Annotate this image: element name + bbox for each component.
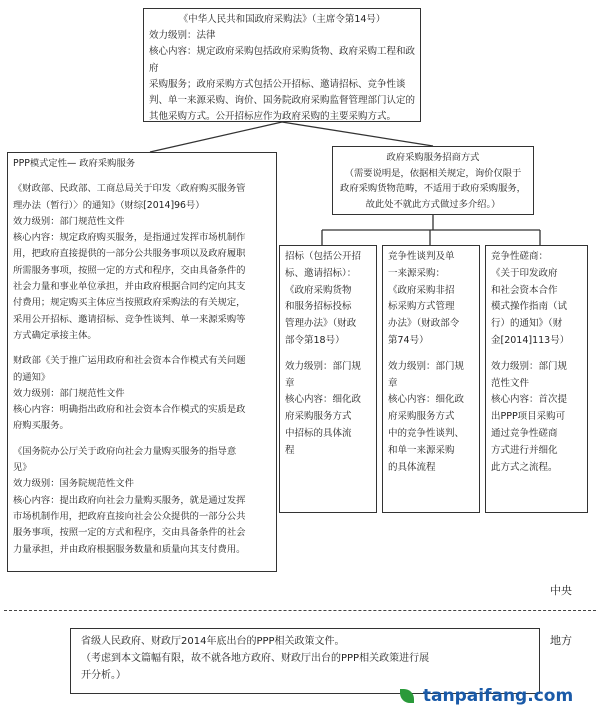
law-box-top	[143, 8, 421, 122]
sub-box-line: 出PPP项目采购可	[491, 411, 566, 423]
bottom-box-line: 开分析。）	[81, 670, 126, 681]
service-procurement-methods-box	[332, 146, 534, 215]
left-box-line: 财政部《关于推广运用政府和社会资本合作模式有关问题	[13, 355, 246, 367]
left-box-line: 社会力量和事业单位承担，并由政府根据合同约定向其支	[13, 281, 246, 293]
sub-box-line: 行）的通知》（财	[491, 318, 563, 330]
left-box-line: 《财政部、民政部、工商总局关于印发〈政府购买服务管	[13, 183, 246, 195]
sub-box-line: 《关于印发政府	[491, 267, 558, 279]
sub-box-line: 竞争性磋商：	[491, 251, 549, 262]
sub-box-line: 招标（包括公开招	[285, 251, 362, 262]
top-box-line: 判、单一来源采购、询价、国务院政府采购监督管理部门认定的	[149, 95, 416, 107]
sub-box-line: 竞争性谈判及单	[388, 251, 455, 262]
sub-box-line: 中的竞争性谈判、	[388, 427, 465, 439]
watermark-leaf-icon	[400, 689, 414, 703]
tender-method-box	[279, 245, 377, 513]
sub-box-line: 此方式之流程。	[491, 461, 558, 473]
mid-box-line: 政府采购服务招商方式	[386, 152, 480, 163]
sub-box-line: 标采购方式管理	[388, 301, 455, 313]
sub-box-line: 效力级别：部门规	[388, 360, 465, 372]
sub-box-line: 通过竞争性磋商	[491, 427, 558, 439]
sub-box-line: 和社会资本合作	[491, 284, 558, 296]
local-label: 地方	[550, 634, 572, 647]
sub-box-line: 和单一来源采购	[388, 444, 455, 456]
sub-box-line: 《政府采购货物	[285, 284, 352, 296]
bottom-box-line: （考虑到本文篇幅有限，故不就各地方政府、财政厅出台的PPP相关政策进行展	[81, 653, 430, 664]
left-box-line: 效力级别：部门规范性文件	[13, 387, 125, 399]
ppp-service-box	[7, 152, 277, 572]
left-box-line: 核心内容：提出政府向社会力量购买服务，就是通过发挥	[13, 494, 246, 506]
sub-box-line: 中招标的具体流	[285, 427, 352, 439]
left-box-line: 方式确定承接主体。	[13, 329, 97, 341]
left-box-line: 效力级别：部门规范性文件	[13, 215, 125, 227]
top-box-line: 《中华人民共和国政府采购法》（主席令第14号）	[178, 14, 386, 25]
sub-box-line: 金[2014]113号）	[491, 334, 570, 346]
site-watermark	[400, 686, 573, 706]
top-box-line: 效力级别：法律	[149, 30, 216, 42]
left-box-line: 府购买服务。	[13, 420, 69, 432]
mid-box-line: 故此处不就此方式做过多介绍。）	[365, 198, 501, 210]
sub-box-line: 方式进行并细化	[491, 444, 558, 456]
left-box-line: 核心内容：明确指出政府和社会资本合作模式的实质是政	[13, 404, 246, 416]
sub-box-line: 核心内容：首次提	[491, 394, 568, 406]
left-box-line: 《国务院办公厅关于政府向社会力量购买服务的指导意	[13, 445, 237, 457]
level-divider	[4, 610, 596, 611]
left-box-line: 付费用；规定购买主体应当按照政府采购法的有关规定，	[13, 297, 246, 309]
sub-box-line: 模式操作指南（试	[491, 301, 568, 313]
sub-box-line: 标、邀请招标）：	[285, 267, 357, 279]
central-label: 中央	[550, 584, 572, 597]
sub-box-line: 核心内容：细化政	[388, 394, 465, 406]
sub-box-line: 核心内容：细化政	[285, 394, 362, 406]
left-box-line: 力量承担，并由政府根据服务数量和质量向其支付费用。	[13, 543, 246, 555]
mid-box-line: （需要说明是，依据相关规定，询价仅限于	[344, 167, 522, 179]
top-box-line: 采购服务；政府采购方式包括公开招标、邀请招标、竞争性谈	[149, 78, 406, 90]
left-box-line: 效力级别：国务院规范性文件	[13, 478, 134, 490]
sub-box-line: 第74号）	[388, 334, 429, 346]
top-box-line: 其他采购方式。公开招标应作为政府采购的主要采购方式。	[149, 111, 397, 123]
sub-box-line: 效力级别：部门规	[285, 360, 362, 372]
left-box-line: 用，把政府直接提供的一部分公共服务事项以及政府履职	[13, 248, 246, 260]
left-box-line: 的通知》	[13, 371, 51, 383]
sub-box-line: 管理办法》（财政	[285, 318, 357, 330]
sub-box-line: 程	[285, 444, 295, 456]
sub-box-line: 章	[388, 377, 398, 389]
left-box-line: 见》	[13, 462, 32, 474]
local-policy-box	[70, 628, 540, 694]
sub-box-line: 的具体流程	[388, 461, 436, 473]
top-box-line: 核心内容：规定政府采购包括政府采购货物、政府采购工程和政府	[149, 46, 416, 74]
left-box-line: 理办法（暂行）〉的通知》（财综[2014]96号）	[13, 199, 205, 211]
sub-box-line: 范性文件	[491, 377, 530, 389]
left-box-line: 核心内容：规定政府购买服务，是指通过发挥市场机制作	[13, 232, 246, 244]
sub-box-line: 府采购服务方式	[285, 411, 352, 423]
sub-box-line: 一来源采购：	[388, 267, 446, 279]
sub-box-line: 章	[285, 377, 295, 389]
sub-box-line: 府采购服务方式	[388, 411, 455, 423]
negotiation-method-box	[382, 245, 480, 513]
watermark-text: tanpaifang.com	[422, 686, 574, 706]
sub-box-line: 部令第18号）	[285, 334, 345, 346]
sub-box-line: 效力级别：部门规	[491, 360, 568, 372]
left-box-line: 服务事项，按照一定的方式和程序，交由具备条件的社会	[13, 527, 246, 539]
sub-box-line: 和服务招标投标	[285, 301, 352, 313]
left-box-line: 所需服务事项，按照一定的方式和程序，交由具备条件的	[13, 264, 246, 276]
sub-box-line: 办法》（财政部令	[388, 318, 460, 330]
bottom-box-line: 省级人民政府、财政厅2014年底出台的PPP相关政策文件。	[81, 636, 345, 647]
mid-box-line: 政府采购货物范畴，不适用于政府采购服务，	[340, 183, 526, 194]
sub-box-line: 《政府采购非招	[388, 284, 455, 296]
left-box-title: PPP模式定性— 政府采购服务	[13, 158, 136, 169]
left-box-line: 采用公开招标、邀请招标、竞争性谈判、单一来源采购等	[13, 313, 246, 325]
left-box-line: 市场机制作用，把政府直接向社会公众提供的一部分公共	[13, 510, 246, 522]
consultation-method-box	[485, 245, 588, 513]
